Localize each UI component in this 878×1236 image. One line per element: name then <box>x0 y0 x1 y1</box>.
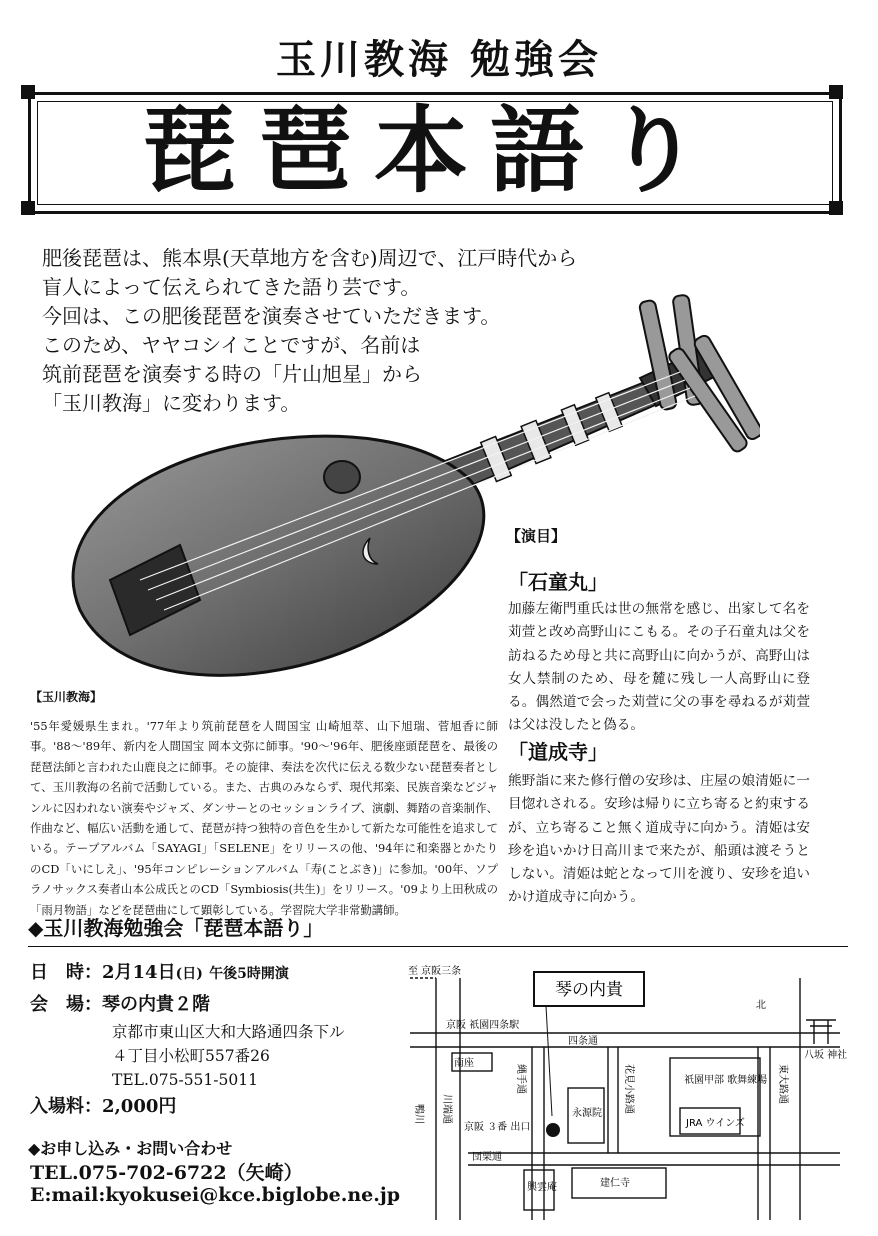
intro-line: このため、ヤヤコシイことですが、名前は <box>42 333 421 357</box>
map-venue-label: 琴の内貴 <box>555 980 623 1000</box>
map-label-zenkoan: 興雲庵 <box>527 1182 557 1193</box>
event-fee-row <box>30 1092 176 1118</box>
intro-line: 「玉川教海」に変わります。 <box>42 391 301 415</box>
program-heading: 【演目】 <box>506 527 567 545</box>
intro-line: 今回は、この肥後琵琶を演奏させていただきます。 <box>42 304 501 328</box>
contact-email: E:mail:kyokusei@kce.biglobe.ne.jp <box>30 1184 400 1206</box>
venue-value: 琴の内貴２階 <box>102 994 210 1015</box>
date-day: (日) <box>175 966 203 982</box>
map-label-yasaka: 八坂 神社 <box>804 1050 848 1061</box>
map-label-hokuso: 団栗通 <box>472 1152 502 1163</box>
divider <box>28 946 848 947</box>
map-label-kawabata: 川端通 <box>441 1094 452 1124</box>
intro-line: 筑前琵琶を演奏する時の「片山旭星」から <box>42 362 422 386</box>
piece-desc-ishidomaru: 加藤左衛門重氏は世の無常を感じ、出家して名を苅萱と改め高野山にこもる。その子石童丸は父を訪ねるため母と共に高野山に向かうが、高野山は女人禁制のため、母を麓に残し一人高野山に登る。偶然道で会った苅萱に父の事を尋ねるが苅萱は父は没したと偽る。 <box>508 601 810 734</box>
map-label-keihan-sanjo: 至 京阪三条 <box>408 966 462 977</box>
event-venue-row <box>30 990 210 1016</box>
map-label-higashioji: 東大路通 <box>777 1064 788 1104</box>
intro-line: 肥後琵琶は、熊本県(天草地方を含む)周辺で、江戸時代から <box>42 246 578 270</box>
map-north-marker: 北 <box>756 1000 766 1011</box>
event-date-row <box>30 958 289 984</box>
map-label-hanamikoji: 花見小路通 <box>623 1064 634 1114</box>
date-time: 午後5時開演 <box>209 966 289 982</box>
map-label-minamiza: 南座 <box>454 1058 474 1069</box>
piece-title-ishidomaru: 「石童丸」 <box>508 570 608 594</box>
profile-heading: 【玉川教海】 <box>30 690 103 704</box>
map-label-jra: JRA ウインズ <box>686 1118 745 1129</box>
map-label-kamo: 鴨川 <box>413 1104 424 1124</box>
map-label-exit: 京阪 ３番 出口 <box>464 1122 531 1133</box>
map-label-kenninji: 建仁寺 <box>600 1178 630 1189</box>
date-value: 2月14日 <box>102 962 176 983</box>
map-label-shijo: 四条通 <box>568 1036 598 1047</box>
map-label-nawate: 縄手通 <box>515 1064 526 1094</box>
date-label: 日 時： <box>30 962 102 983</box>
map-label-gion-kobu: 祇園甲部 歌舞練場 <box>684 1075 768 1086</box>
intro-line: 盲人によって伝えられてきた語り芸です。 <box>42 275 421 299</box>
profile-body: '55年愛媛県生まれ。'77年より筑前琵琶を人間国宝 山崎旭萃、山下旭瑞、菅旭香に師事。'88～'89年、新内を人間国宝 岡本文弥に師事。'90～'96年、肥後座頭琵琶を、最後の琵琶法師と言われた山鹿良之に師事。その旋律、奏法を次代に伝える数少ない琵琶奏者として、玉川教海の名前で活動している。また、古典のみならず、現代邦楽、民族音楽などジャンルに囚われない演奏やジャズ、ダンサーとのセッションライブ、演劇、舞踏の音楽制作、作曲など、幅広い活動を通して、琵琶が持つ独特の音色を生かして新たな可能性を追求している。テープアルバム「SAYAGI」「SELENE」をリリースの他、'94年に和楽器とかたりのCD「いにしえ」、'95年コンピレーションアルバム「寿(ことぶき)」に参加。'00年、ソプラノサックス奏者山本公成氏とのCD「Symbiosis(共生)」をリリース。'09より上田秋成の「雨月物語」などを琵琶曲にして顕彰している。学習院大学非常勤講師。 <box>30 719 498 917</box>
map-label-eigen: 永源院 <box>572 1108 602 1119</box>
event-heading: ◆玉川教海勉強会「琵琶本語り」 <box>28 916 324 940</box>
contact-heading: ◆お申し込み・お問い合わせ <box>28 1139 233 1158</box>
event-series-title: 玉川教海 勉強会 <box>276 36 602 83</box>
fee-label: 入場料： <box>30 1096 102 1117</box>
map-label-station: 京阪 祇園四条駅 <box>446 1020 520 1031</box>
piece-desc-dojoji: 熊野詣に来た修行僧の安珍は、庄屋の娘清姫に一目惚れされる。安珍は帰りに立ち寄ると約束するが、立ち寄ること無く道成寺に向かう。清姫は安珍を追いかけ日高川まで来たが、船頭は渡そうとしない。清姫は蛇となって川を渡り、安珍を追いかけ道成寺に向かう。 <box>508 773 810 906</box>
contact-phone: TEL.075-702-6722（矢崎） <box>30 1162 303 1184</box>
address-line: 京都市東山区大和大路通四条下ル <box>112 1023 345 1041</box>
address-line: ４丁目小松町557番26 <box>112 1047 270 1065</box>
page-title: 琵琶本語り <box>141 96 722 206</box>
venue-address <box>112 1020 345 1092</box>
address-line: TEL.075-551-5011 <box>112 1071 258 1089</box>
access-map <box>400 958 850 1220</box>
piece-title-dojoji: 「道成寺」 <box>508 740 608 764</box>
fee-value: 2,000円 <box>102 1096 177 1117</box>
venue-label: 会 場： <box>30 994 102 1015</box>
